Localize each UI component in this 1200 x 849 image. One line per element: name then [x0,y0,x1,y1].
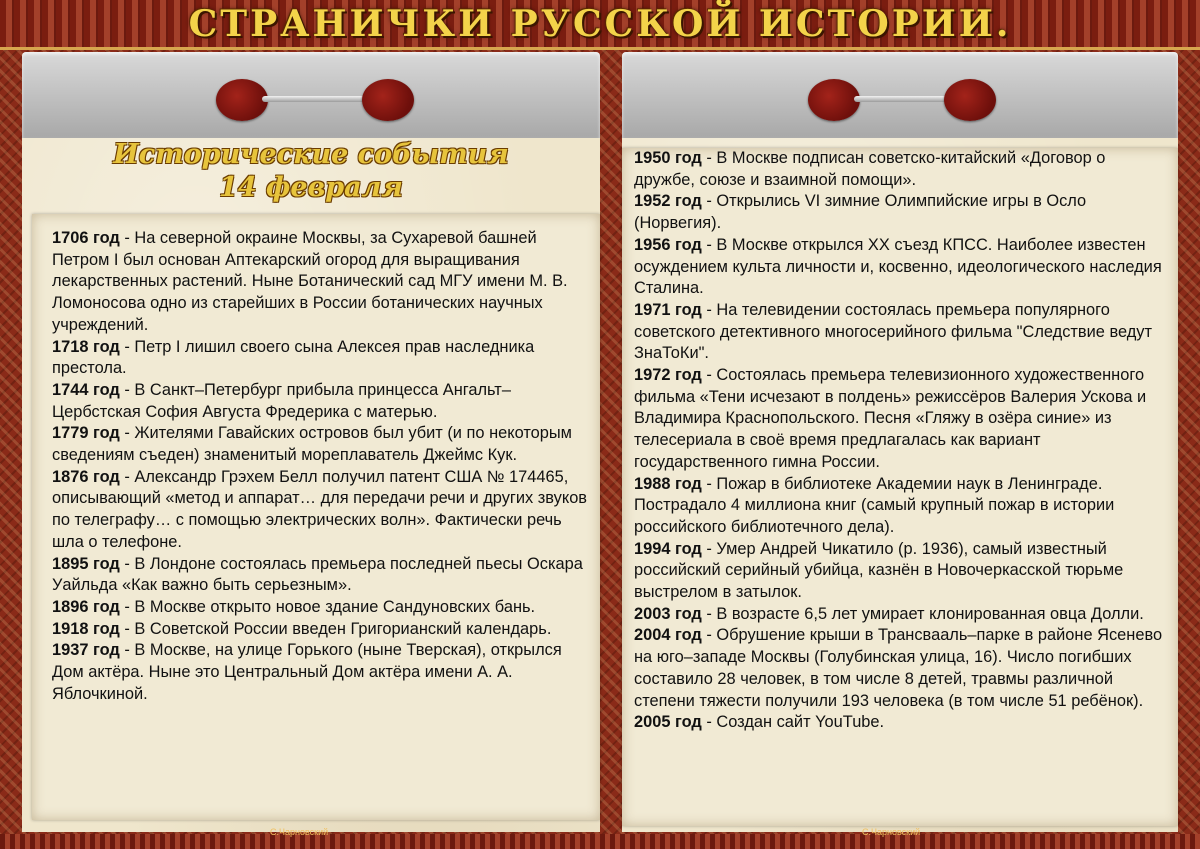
event-year: 1744 год [52,380,120,399]
event-year: 1895 год [52,554,120,573]
event-item [634,539,1164,604]
event-item [634,191,1164,234]
event-text: - Состоялась премьера телевизионного художественного фильма «Тени исчезают в полдень» режиссёров Валерия Ускова и Владимира Краснопольского. Песня «Гляжу в озёра синие» из телесериала в своё время предлагалась как вариант государственного гимна России. [634,366,1147,471]
event-year: 1779 год [52,424,120,443]
event-item [52,640,588,705]
event-item [634,300,1164,365]
event-item [52,228,588,337]
event-item [52,467,588,554]
heading-line-2: 14 февраля [219,172,403,203]
event-year: 1952 год [634,192,702,211]
binder-rod [854,96,958,102]
event-text: - Открылись VI зимние Олимпийские игры в Осло (Норвегия). [634,192,1087,233]
event-year: 1950 год [634,149,702,167]
event-year: 1718 год [52,337,120,356]
events-list-right [622,148,1178,826]
event-year: 1937 год [52,641,120,660]
event-year: 1876 год [52,467,120,486]
event-year: 1994 год [634,539,702,558]
event-year: 1706 год [52,229,120,247]
event-text: - В Москве открылся XX съезд КПСС. Наиболее известен осуждением культа личности и, косвенно, идеологического наследия Сталина. [634,235,1162,298]
event-item [634,365,1164,474]
event-item [52,597,588,619]
event-text: - В Москве подписан советско-китайский «Договор о дружбе, союзе и взаимной помощи». [634,149,1106,189]
event-text: - На северной окраине Москвы, за Сухаревой башней Петром I был основан Аптекарский огород для выращивания лекарственных растений. Ныне Ботанический сад МГУ имени М. В. Ломоносова одно из старейших в России ботанических научных учреждений. [52,229,568,334]
heading-line-1: Исторические события [113,139,509,170]
event-item [634,625,1164,712]
binder-clip [22,52,600,140]
bottom-ornament [0,834,1200,849]
event-item [52,554,588,597]
event-year: 1971 год [634,300,702,319]
event-year: 1918 год [52,619,120,638]
event-text: - Александр Грэхем Белл получил патент США № 174465, описывающий «метод и аппарат… для передачи речи и других звуков по телеграфу… с помощью электрических волн». Фактически речь шла о телефоне. [52,467,588,551]
event-text: - В Москве, на улице Горького (ныне Тверская), открылся Дом актёра. Ныне это Центральный Дом актёра имени А. А. Яблочкиной. [52,641,562,703]
event-year: 1956 год [634,235,702,254]
event-text: - Создан сайт YouTube. [701,713,885,732]
event-text: - В Москве открыто новое здание Сандуновских бань. [119,597,536,616]
binder-rod [262,96,370,102]
event-text: - Обрушение крыши в Трансвааль–парке в районе Ясенево на юго–западе Москвы (Голубинская улица, 16). Число погибших составило 28 человек, в том числе 8 детей, травмы различной степени тяжести получили 193 человека (в том числе 51 ребёнок). [634,626,1163,710]
event-text: - В Советской России введен Григорианский календарь. [119,619,552,638]
events-list-left [32,214,600,820]
event-item [634,604,1164,626]
event-year: 2003 год [634,604,702,623]
event-text: - Пожар в библиотеке Академии наук в Ленинграде. Пострадало 4 миллиона книг (самый крупный пожар в истории российского библиотечного дела). [634,474,1115,536]
event-item [634,235,1164,300]
events-heading [82,138,540,208]
left-page [22,52,600,832]
binder-ring-left [808,79,860,121]
binder-ring-left [216,79,268,121]
event-item [634,148,1164,191]
binder-ring-right [362,79,414,121]
page-title: СТРАНИЧКИ РУССКОЙ ИСТОРИИ. [188,3,1012,45]
event-text: - Жителями Гавайских островов был убит (и по некоторым сведениям съеден) знаменитый мореплаватель Джеймс Кук. [52,424,572,465]
event-item [52,337,588,380]
event-text: - На телевидении состоялась премьера популярного советского детективного многосерийного фильма "Следствие ведут ЗнаТоКи". [634,300,1152,363]
binder-ring-right [944,79,996,121]
right-page [622,52,1178,832]
event-item [634,474,1164,539]
event-year: 1896 год [52,597,120,616]
author-signature-right: С.Чарновский [862,827,921,837]
binder-clip [622,52,1178,140]
event-year: 2004 год [634,626,702,645]
event-item [52,619,588,641]
event-text: - В Санкт–Петербург прибыла принцесса Ангальт– Цербстская София Августа Фредерика с матерью. [52,380,511,421]
event-text: - В возрасте 6,5 лет умирает клонированная овца Долли. [701,604,1144,623]
event-year: 2005 год [634,713,702,732]
event-text: - Умер Андрей Чикатило (р. 1936), самый известный российский серийный убийца, казнён в Новочеркасской тюрьме выстрелом в затылок. [634,539,1124,602]
event-year: 1988 год [634,474,702,493]
title-banner [0,0,1200,50]
event-item [634,712,1164,734]
event-text: - Петр I лишил своего сына Алексея прав наследника престола. [52,337,535,378]
event-year: 1972 год [634,366,702,385]
author-signature-left: С.Чарновский [270,827,329,837]
event-item [52,380,588,423]
event-text: - В Лондоне состоялась премьера последней пьесы Оскара Уайльда «Как важно быть серьезным». [52,554,583,595]
event-item [52,423,588,466]
